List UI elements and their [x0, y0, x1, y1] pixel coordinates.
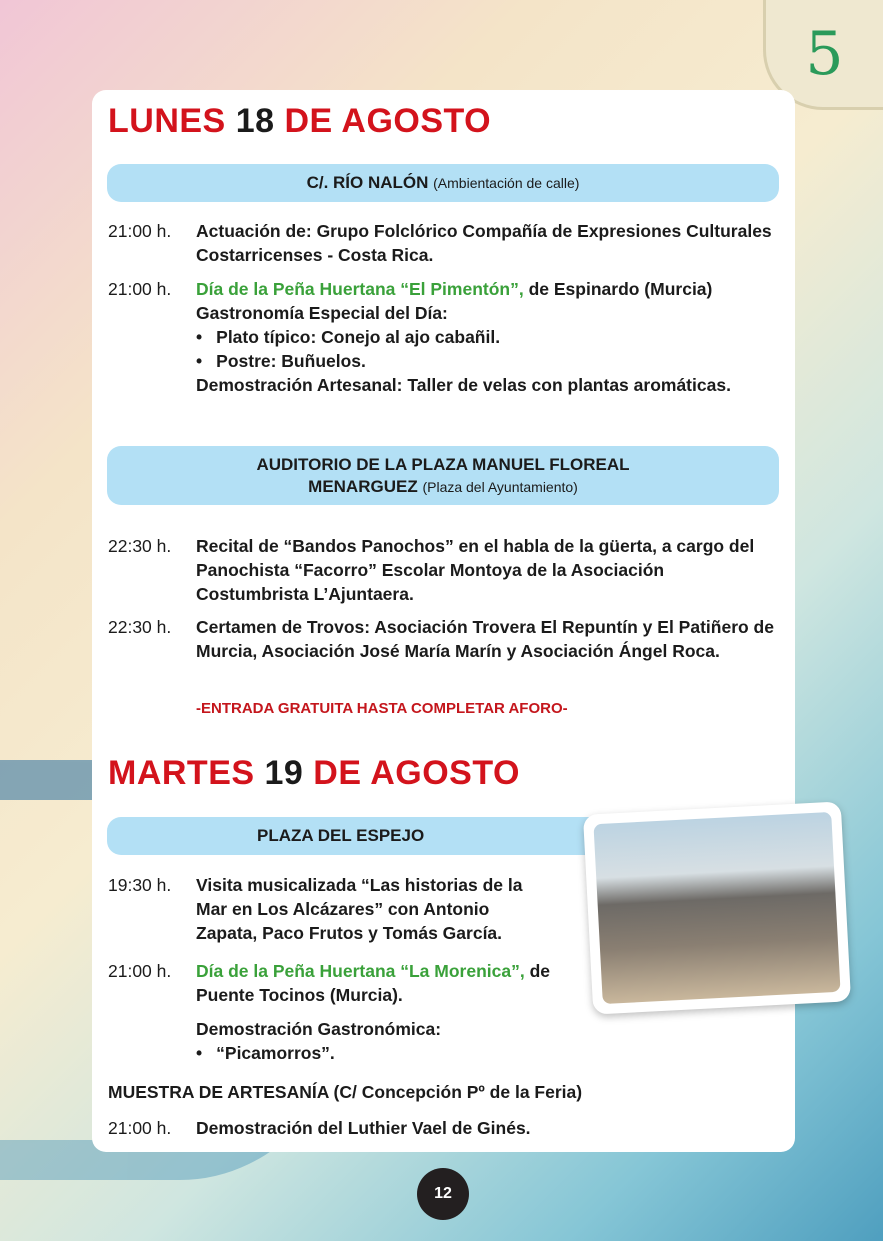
event-subheading: Demostración Gastronómica:	[196, 1019, 442, 1039]
event-text: Demostración del Luthier Vael de Ginés.	[196, 1118, 531, 1138]
day-heading-lunes	[108, 102, 491, 141]
event-item	[108, 1116, 778, 1140]
event-time: 21:00 h.	[108, 279, 172, 299]
event-text: Demostración Artesanal: Taller de velas con plantas aromáticas.	[196, 375, 731, 395]
pena-name: Día de la Peña Huertana “La Morenica”,	[196, 961, 525, 981]
venue-rio-nalon	[107, 164, 779, 202]
event-time: 22:30 h.	[108, 617, 172, 637]
day-number: 19	[264, 754, 304, 792]
event-text: Visita musicalizada “Las historias de la Mar en Los Alcázares” con Antonio Zapata, Paco Frutos y Tomás García.	[196, 875, 523, 943]
muestra-heading: MUESTRA DE ARTESANÍA (C/ Concepción Pº de la Feria)	[108, 1082, 583, 1102]
venue-sub: (Plaza del Ayuntamiento)	[422, 479, 578, 495]
bullet-item: • “Picamorros”.	[196, 1041, 588, 1065]
event-item	[108, 615, 778, 663]
event-time: 21:00 h.	[108, 221, 172, 241]
event-time: 22:30 h.	[108, 536, 172, 556]
event-time: 21:00 h.	[108, 961, 172, 981]
venue-auditorio	[107, 446, 779, 505]
event-photo	[583, 801, 851, 1014]
page-number: 12	[417, 1168, 469, 1220]
event-text: Actuación de: Grupo Folclórico Compañía de Expresiones Culturales Costarricenses - Costa Rica.	[196, 221, 772, 265]
number-badge: 5	[763, 0, 883, 110]
event-text: de Puente Tocinos (Murcia).	[196, 961, 551, 1005]
event-item	[108, 219, 778, 267]
event-time: 21:00 h.	[108, 1118, 172, 1138]
event-item	[108, 873, 548, 945]
free-entry-notice: -ENTRADA GRATUITA HASTA COMPLETAR AFORO-	[196, 700, 568, 717]
event-subheading: Gastronomía Especial del Día:	[196, 303, 448, 323]
weekday: MARTES	[108, 754, 255, 792]
venue-sub: (Ambientación de calle)	[433, 175, 580, 191]
event-text: Certamen de Trovos: Asociación Trovera El Repuntín y El Patiñero de Murcia, Asociación José María Marín y Asociación Ángel Roca.	[196, 617, 774, 661]
venue-name: AUDITORIO DE LA PLAZA MANUEL FLOREAL	[256, 455, 630, 474]
pena-name: Día de la Peña Huertana “El Pimentón”,	[196, 279, 524, 299]
event-time: 19:30 h.	[108, 875, 172, 895]
event-item	[108, 277, 778, 397]
venue-name: C/. RÍO NALÓN	[306, 173, 429, 192]
day-heading-martes	[108, 754, 520, 793]
weekday: LUNES	[108, 102, 226, 140]
bullet-item: • Plato típico: Conejo al ajo cabañil.	[196, 325, 731, 349]
venue-name: PLAZA DEL ESPEJO	[257, 826, 425, 845]
event-text: de Espinardo (Murcia)	[523, 279, 713, 299]
bullet-item: • Postre: Buñuelos.	[196, 349, 731, 373]
month: DE AGOSTO	[284, 102, 492, 140]
month: DE AGOSTO	[313, 754, 520, 792]
event-item	[108, 959, 588, 1065]
day-number: 18	[235, 102, 275, 140]
event-text: Recital de “Bandos Panochos” en el habla de la güerta, a cargo del Panochista “Facorro” Escolar Montoya de la Asociación Costumbrista L’Ajuntaera.	[196, 536, 755, 604]
venue-name: MENARGUEZ	[308, 477, 418, 496]
event-item	[108, 534, 778, 606]
